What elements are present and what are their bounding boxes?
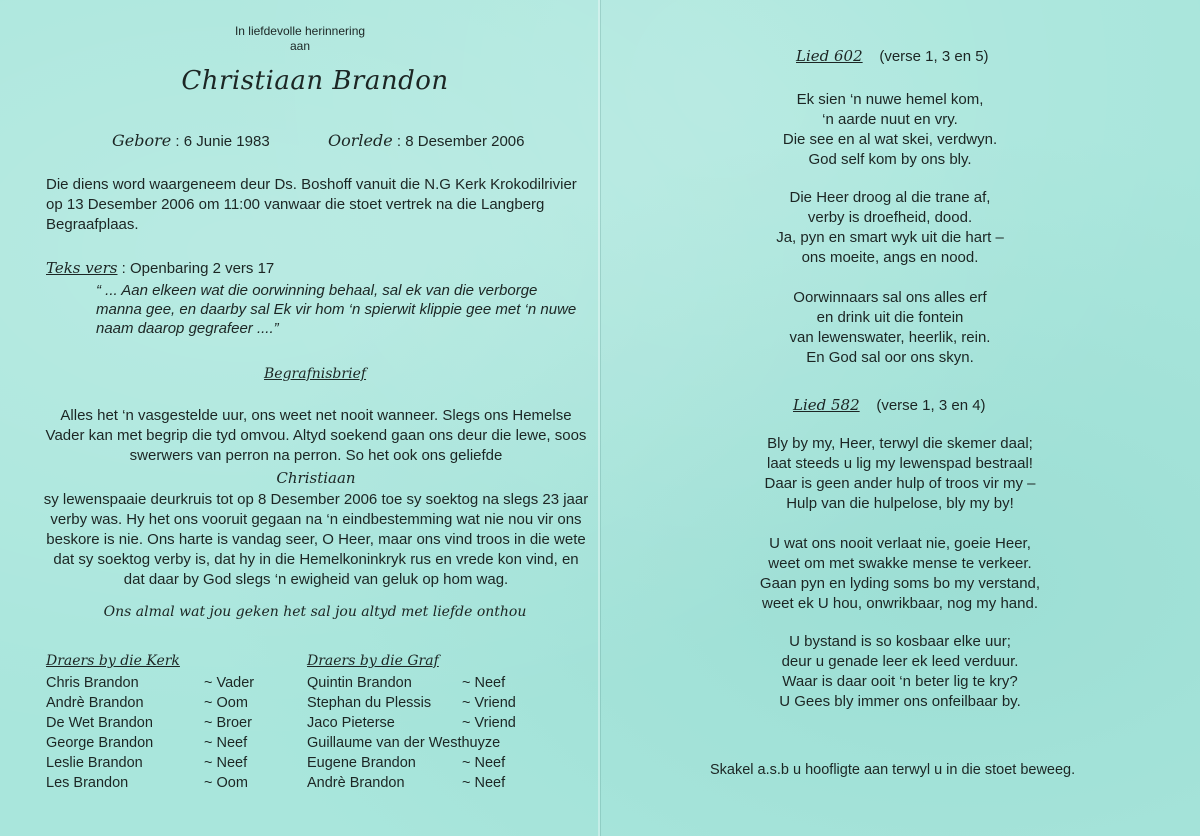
hymn2-verses: (verse 1, 3 en 4) bbox=[876, 397, 986, 414]
intro-line-1: In liefdevolle herinnering bbox=[234, 24, 366, 38]
letter-name: Christiaan bbox=[276, 469, 356, 487]
hymn2-title: Lied 582 bbox=[793, 396, 860, 414]
bearers-church-title: Draers by die Kerk bbox=[46, 653, 180, 669]
bearer-row: Stephan du Plessis ~ Vriend bbox=[307, 695, 516, 711]
funeral-letter bbox=[42, 406, 590, 590]
dates-line: Gebore : 6 Junie 1983 Oorlede : 8 Desember 2006 bbox=[112, 131, 525, 150]
letter-paragraph-2: sy lewenspaaie deurkruis tot op 8 Desember 2006 toe sy soektog na slegs 23 jaar verby was. Hy het ons vooruit gegaan na ‘n eindbestemming wat nie nou vir ons beskore is nie. Ons harte is vandag seer, O Heer, maar ons vind troos in die wete dat sy soektog verby is, dat hy in die Hemelkoninkryk rus en vrede kon vind, en dat daar by God slegs ‘n ewigheid van geluk op hom wag. bbox=[43, 491, 589, 588]
letter-title: Begrafnisbrief bbox=[264, 366, 367, 382]
text-verse-quote: “ ... Aan elkeen wat die oorwinning behaal, sal ek van die verborge manna gee, en daarby sal Ek vir hom ‘n spierwit klippie gee met ‘n nuwe naam daarop gegrafeer ....” bbox=[96, 282, 577, 337]
bearer-row: De Wet Brandon ~ Broer bbox=[46, 715, 252, 731]
intro-line-2: aan bbox=[289, 39, 311, 53]
bearers-grave bbox=[307, 651, 567, 793]
bearers-church bbox=[46, 651, 286, 793]
headlights-notice: Skakel a.s.b u hoofligte aan terwyl u in die stoet beweeg. bbox=[710, 762, 1076, 778]
hymn1-heading bbox=[796, 47, 989, 65]
bearer-row: Andrè Brandon ~ Oom bbox=[46, 695, 248, 711]
born-label: Gebore bbox=[112, 131, 172, 150]
hymn2-stanza: U bystand is so kosbaar elke uur; deur u genade leer ek leed verduur. Waar is daar ooit ‘n beter lig te kry? U Gees bly immer ons onfeilbaar by. bbox=[779, 633, 1021, 710]
died-label: Oorlede bbox=[328, 131, 393, 150]
bearer-row: Jaco Pieterse ~ Vriend bbox=[307, 715, 516, 731]
hymn1-stanza: Oorwinnaars sal ons alles erf en drink uit die fontein van lewenswater, heerlik, rein. En God sal oor ons skyn. bbox=[789, 289, 991, 366]
service-details: Die diens word waargeneem deur Ds. Boshoff vanuit die N.G Kerk Krokodilrivier op 13 Desember 2006 om 11:00 vanwaar die stoet vertrek na die Langberg Begraafplaas. bbox=[46, 176, 577, 233]
text-verse-reference: Openbaring 2 vers 17 bbox=[130, 260, 275, 277]
letter-paragraph-1: Alles het ‘n vasgestelde uur, ons weet net nooit wanneer. Slegs ons Hemelse Vader kan met begrip die tyd omvou. Altyd soekend gaan ons deur die lewe, soos swerwers van perron na perron. So het ook ons geliefde bbox=[45, 407, 587, 464]
bearers-grave-title: Draers by die Graf bbox=[307, 653, 439, 669]
bearer-row: Chris Brandon ~ Vader bbox=[46, 675, 255, 691]
deceased-name: Christiaan Brandon bbox=[181, 66, 449, 96]
bearer-row: Andrè Brandon ~ Neef bbox=[307, 775, 506, 791]
hymn1-stanza: Ek sien ‘n nuwe hemel kom, ‘n aarde nuut en vry. Die see en al wat skei, verdwyn. God self kom by ons bly. bbox=[782, 91, 998, 168]
hymn2-heading bbox=[793, 396, 986, 414]
bearer-row: Eugene Brandon ~ Neef bbox=[307, 755, 506, 771]
right-page bbox=[600, 0, 1200, 836]
bearer-row: Guillaume van der Westhuyze bbox=[307, 735, 501, 751]
bearer-row: Leslie Brandon ~ Neef bbox=[46, 755, 248, 771]
bearer-row: Quintin Brandon ~ Neef bbox=[307, 675, 506, 691]
bearer-row: George Brandon ~ Neef bbox=[46, 735, 248, 751]
text-verse-label: Teks vers bbox=[46, 259, 118, 277]
hymn1-stanza: Die Heer droog al die trane af, verby is droefheid, dood. Ja, pyn en smart wyk uit die hart – ons moeite, angs en nood. bbox=[776, 189, 1004, 266]
intro-heading bbox=[200, 24, 400, 54]
hymn2-stanza: Bly by my, Heer, terwyl die skemer daal; laat steeds u lig my lewenspad bestraal! Daar is geen ander hulp of troos vir my – Hulp van die hulpelose, bly my by! bbox=[764, 435, 1036, 512]
died-date: 8 Desember 2006 bbox=[405, 133, 525, 150]
born-date: 6 Junie 1983 bbox=[183, 133, 270, 150]
text-verse-line: Teks vers : Openbaring 2 vers 17 bbox=[46, 259, 275, 277]
memorial-tagline: Ons almal wat jou geken het sal jou altyd met liefde onthou bbox=[103, 604, 527, 620]
hymn2-stanza: U wat ons nooit verlaat nie, goeie Heer, weet om met swakke mense te verkeer. Gaan pyn en lyding soms bo my verstand, weet ek U hou, onwrikbaar, nog my hand. bbox=[759, 535, 1041, 612]
hymn1-title: Lied 602 bbox=[796, 47, 863, 65]
hymn1-verses: (verse 1, 3 en 5) bbox=[879, 48, 989, 65]
bearer-row: Les Brandon ~ Oom bbox=[46, 775, 248, 791]
